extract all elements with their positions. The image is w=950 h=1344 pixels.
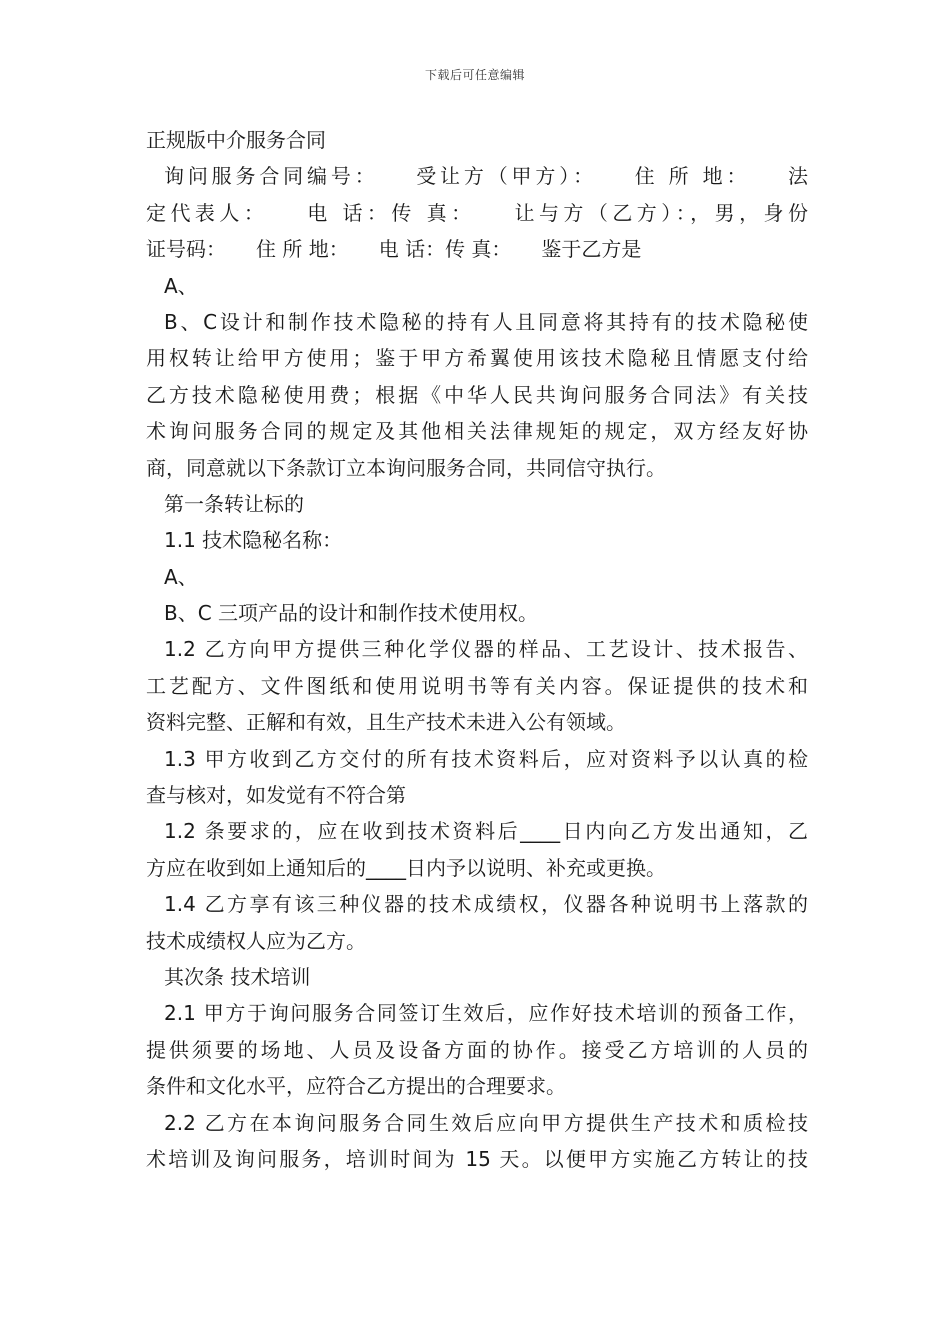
text-line: B、C设计和制作技术隐秘的持有人且同意将其持有的技术隐秘使 [164,309,808,334]
text-line: 1.2 乙方向甲方提供三种化学仪器的样品、工艺设计、技术报告、 [164,637,808,662]
text-line: 第一条转让标的 [164,491,304,516]
text-line: A、 [164,564,198,589]
text-line: 1.1 技术隐秘名称： [164,528,343,553]
text-line: 术培训及询问服务，培训时间为 15 天。以便甲方实施乙方转让的技 [146,1146,808,1171]
text-line: 工艺配方、文件图纸和使用说明书等有关内容。保证提供的技术和 [146,673,808,698]
text-line: 乙方技术隐秘使用费；根据《中华人民共询问服务合同法》有关技 [146,382,808,407]
text-line: 条件和文化水平，应符合乙方提出的合理要求。 [146,1074,566,1099]
document-title: 正规版中介服务合同 [146,128,326,152]
text-line: B、C 三项产品的设计和制作技术使用权。 [164,601,539,626]
text-line: 定代表人： 电 话：传 真： 让与方（乙方）：，男，身份 [146,200,808,225]
page-header: 下载后可任意编辑 [424,68,525,82]
text-line: 商，同意就以下条款订立本询问服务合同，共同信守执行。 [146,455,666,480]
text-line: 用权转让给甲方使用；鉴于甲方希翼使用该技术隐秘且情愿支付给 [146,346,808,371]
text-line: 其次条 技术培训 [164,964,311,989]
text-line: 提供须要的场地、人员及设备方面的协作。接受乙方培训的人员的 [146,1037,808,1062]
text-line: 1.4 乙方享有该三种仪器的技术成绩权，仪器各种说明书上落款的 [164,892,808,917]
text-line: A、 [164,273,198,298]
text-line: 方应在收到如上通知后的____日内予以说明、补充或更换。 [146,855,666,880]
text-line: 询问服务合同编号： 受让方（甲方）： 住 所 地： 法 [164,164,808,189]
text-line: 资料完整、正解和有效，且生产技术未进入公有领域。 [146,710,626,735]
text-line: 1.3 甲方收到乙方交付的所有技术资料后，应对资料予以认真的检 [164,746,808,771]
text-line: 术询问服务合同的规定及其他相关法律规矩的规定，双方经友好协 [146,419,808,444]
text-line: 2.1 甲方于询问服务合同签订生效后，应作好技术培训的预备工作， [164,1001,808,1026]
text-line: 查与核对，如发觉有不符合第 [146,783,406,808]
document-body [146,122,808,1177]
text-line: 2.2 乙方在本询问服务合同生效后应向甲方提供生产技术和质检技 [164,1110,808,1135]
text-line: 证号码： 住 所 地： 电 话：传 真： 鉴于乙方是 [146,237,642,262]
text-line: 1.2 条要求的，应在收到技术资料后____日内向乙方发出通知，乙 [164,819,808,844]
text-line: 技术成绩权人应为乙方。 [146,928,366,953]
